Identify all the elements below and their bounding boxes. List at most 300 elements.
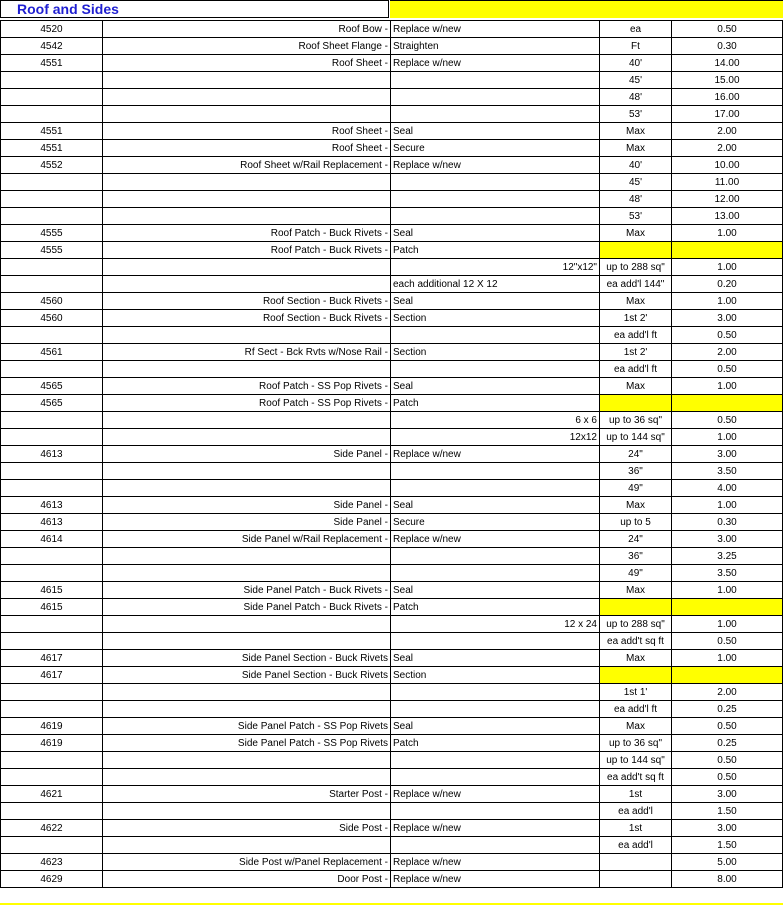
cell-hours[interactable]: 0.50: [672, 633, 783, 650]
cell-code[interactable]: [1, 548, 103, 565]
cell-description[interactable]: [103, 412, 391, 429]
cell-code[interactable]: [1, 752, 103, 769]
cell-unit[interactable]: 36": [600, 463, 672, 480]
cell-code[interactable]: [1, 463, 103, 480]
table-row: [1, 548, 783, 565]
cell-hours[interactable]: 1.00: [672, 616, 783, 633]
cell-action[interactable]: Straighten: [391, 38, 600, 55]
cell-unit[interactable]: 1st 1': [600, 684, 672, 701]
cell-unit[interactable]: ea add'l: [600, 837, 672, 854]
cell-unit[interactable]: 36": [600, 548, 672, 565]
cell-unit[interactable]: Max: [600, 650, 672, 667]
cell-hours[interactable]: 1.00: [672, 429, 783, 446]
cell-description[interactable]: Starter Post -: [103, 786, 391, 803]
cell-unit[interactable]: 45': [600, 72, 672, 89]
cell-unit[interactable]: 40': [600, 55, 672, 72]
cell-action[interactable]: Replace w/new: [391, 446, 600, 463]
cell-unit[interactable]: 53': [600, 208, 672, 225]
cell-unit[interactable]: up to 36 sq": [600, 412, 672, 429]
cell-code[interactable]: [1, 701, 103, 718]
cell-hours[interactable]: 12.00: [672, 191, 783, 208]
cell-code[interactable]: 4617: [1, 650, 103, 667]
cell-hours[interactable]: 5.00: [672, 854, 783, 871]
cell-description[interactable]: [103, 633, 391, 650]
cell-code[interactable]: 4561: [1, 344, 103, 361]
cell-action[interactable]: Replace w/new: [391, 21, 600, 38]
cell-description[interactable]: Roof Sheet -: [103, 123, 391, 140]
cell-code[interactable]: 4619: [1, 718, 103, 735]
cell-description[interactable]: [103, 72, 391, 89]
cell-action[interactable]: 6 x 6: [391, 412, 600, 429]
cell-code[interactable]: 4614: [1, 531, 103, 548]
cell-code[interactable]: 4551: [1, 123, 103, 140]
cell-hours[interactable]: 0.50: [672, 327, 783, 344]
cell-hours[interactable]: [672, 599, 783, 616]
cell-unit[interactable]: ea add'l ft: [600, 327, 672, 344]
cell-hours[interactable]: 11.00: [672, 174, 783, 191]
cell-description[interactable]: [103, 548, 391, 565]
cell-action[interactable]: 12"x12": [391, 259, 600, 276]
cell-action[interactable]: Section: [391, 344, 600, 361]
cell-description[interactable]: [103, 463, 391, 480]
cell-description[interactable]: Roof Sheet Flange -: [103, 38, 391, 55]
cell-hours[interactable]: 3.00: [672, 531, 783, 548]
cell-code[interactable]: [1, 89, 103, 106]
cell-unit[interactable]: 49": [600, 480, 672, 497]
cell-action[interactable]: [391, 327, 600, 344]
cell-hours[interactable]: 4.00: [672, 480, 783, 497]
table-row: [1, 242, 783, 259]
cell-unit[interactable]: Ft: [600, 38, 672, 55]
cell-action[interactable]: 12 x 24: [391, 616, 600, 633]
cell-unit[interactable]: ea add'l: [600, 803, 672, 820]
cell-description[interactable]: Side Panel w/Rail Replacement -: [103, 531, 391, 548]
table-row: [1, 752, 783, 769]
cell-unit[interactable]: ea add't sq ft: [600, 769, 672, 786]
cell-hours[interactable]: 3.00: [672, 310, 783, 327]
cell-unit[interactable]: Max: [600, 497, 672, 514]
cell-description[interactable]: [103, 89, 391, 106]
table-row: [1, 701, 783, 718]
cell-description[interactable]: [103, 106, 391, 123]
cell-description[interactable]: [103, 752, 391, 769]
cell-code[interactable]: [1, 429, 103, 446]
table-body: [1, 21, 783, 888]
cell-code[interactable]: 4615: [1, 599, 103, 616]
cell-description[interactable]: Roof Section - Buck Rivets -: [103, 310, 391, 327]
cell-unit[interactable]: Max: [600, 293, 672, 310]
table-row: [1, 854, 783, 871]
cell-code[interactable]: 4555: [1, 242, 103, 259]
table-row: [1, 191, 783, 208]
cell-hours[interactable]: 17.00: [672, 106, 783, 123]
table-row: [1, 89, 783, 106]
cell-code[interactable]: 4613: [1, 497, 103, 514]
cell-action[interactable]: [391, 463, 600, 480]
cell-unit[interactable]: [600, 395, 672, 412]
table-row: [1, 565, 783, 582]
cell-hours[interactable]: 1.50: [672, 837, 783, 854]
table-row: [1, 769, 783, 786]
cell-action[interactable]: Section: [391, 310, 600, 327]
cell-action[interactable]: Replace w/new: [391, 55, 600, 72]
cell-action[interactable]: Replace w/new: [391, 854, 600, 871]
cell-action[interactable]: [391, 174, 600, 191]
cell-action[interactable]: Section: [391, 667, 600, 684]
cell-code[interactable]: 4551: [1, 140, 103, 157]
cell-unit[interactable]: 48': [600, 191, 672, 208]
table-row: [1, 531, 783, 548]
table-row: [1, 667, 783, 684]
cell-action[interactable]: Seal: [391, 650, 600, 667]
cell-unit[interactable]: Max: [600, 225, 672, 242]
cell-action[interactable]: [391, 106, 600, 123]
cell-description[interactable]: Side Panel -: [103, 514, 391, 531]
cell-code[interactable]: [1, 412, 103, 429]
cell-description[interactable]: [103, 769, 391, 786]
cell-action[interactable]: [391, 684, 600, 701]
table-row: [1, 276, 783, 293]
table-row: [1, 650, 783, 667]
cell-unit[interactable]: up to 144 sq": [600, 752, 672, 769]
cell-hours[interactable]: 3.00: [672, 786, 783, 803]
cell-action[interactable]: [391, 837, 600, 854]
cell-unit[interactable]: Max: [600, 718, 672, 735]
cell-description[interactable]: Roof Patch - SS Pop Rivets -: [103, 378, 391, 395]
cell-unit[interactable]: 24": [600, 531, 672, 548]
cell-description[interactable]: [103, 361, 391, 378]
cell-action[interactable]: Seal: [391, 718, 600, 735]
cell-action[interactable]: Secure: [391, 514, 600, 531]
cell-hours[interactable]: 0.25: [672, 701, 783, 718]
cell-unit[interactable]: up to 288 sq": [600, 616, 672, 633]
cell-description[interactable]: [103, 191, 391, 208]
cell-hours[interactable]: 0.50: [672, 752, 783, 769]
cell-hours[interactable]: 14.00: [672, 55, 783, 72]
cell-hours[interactable]: [672, 395, 783, 412]
cell-action[interactable]: [391, 633, 600, 650]
cell-hours[interactable]: 10.00: [672, 157, 783, 174]
cell-action[interactable]: [391, 548, 600, 565]
cell-hours[interactable]: 1.00: [672, 293, 783, 310]
table-row: [1, 803, 783, 820]
cell-hours[interactable]: 2.00: [672, 140, 783, 157]
cell-hours[interactable]: 2.00: [672, 344, 783, 361]
cell-hours[interactable]: 13.00: [672, 208, 783, 225]
cell-action[interactable]: Seal: [391, 225, 600, 242]
cell-action[interactable]: [391, 803, 600, 820]
cell-hours[interactable]: 16.00: [672, 89, 783, 106]
cell-code[interactable]: [1, 72, 103, 89]
cell-hours[interactable]: 0.50: [672, 769, 783, 786]
table-row: [1, 684, 783, 701]
cell-code[interactable]: 4555: [1, 225, 103, 242]
table-row: [1, 378, 783, 395]
cell-description[interactable]: [103, 259, 391, 276]
cell-description[interactable]: Side Post w/Panel Replacement -: [103, 854, 391, 871]
cell-description[interactable]: Side Panel Section - Buck Rivets: [103, 667, 391, 684]
cell-unit[interactable]: [600, 599, 672, 616]
cell-hours[interactable]: 1.00: [672, 650, 783, 667]
cell-action[interactable]: [391, 752, 600, 769]
cell-code[interactable]: [1, 276, 103, 293]
cell-code[interactable]: [1, 361, 103, 378]
cell-description[interactable]: Roof Patch - Buck Rivets -: [103, 242, 391, 259]
cell-action[interactable]: [391, 361, 600, 378]
cell-unit[interactable]: up to 5: [600, 514, 672, 531]
cell-action[interactable]: Replace w/new: [391, 871, 600, 888]
cell-description[interactable]: [103, 616, 391, 633]
table-row: [1, 599, 783, 616]
cell-code[interactable]: [1, 327, 103, 344]
cell-code[interactable]: [1, 803, 103, 820]
cell-code[interactable]: 4551: [1, 55, 103, 72]
table-row: [1, 293, 783, 310]
cell-hours[interactable]: [672, 667, 783, 684]
cell-description[interactable]: [103, 174, 391, 191]
cell-code[interactable]: 4619: [1, 735, 103, 752]
cell-unit[interactable]: up to 144 sq": [600, 429, 672, 446]
table-row: [1, 123, 783, 140]
cell-hours[interactable]: 0.50: [672, 412, 783, 429]
cell-code[interactable]: 4565: [1, 378, 103, 395]
table-row: [1, 310, 783, 327]
cell-hours[interactable]: 1.50: [672, 803, 783, 820]
table-row: [1, 140, 783, 157]
cell-hours[interactable]: 0.50: [672, 361, 783, 378]
cell-code[interactable]: 4615: [1, 582, 103, 599]
cell-code[interactable]: [1, 259, 103, 276]
cell-unit[interactable]: 24": [600, 446, 672, 463]
cell-action[interactable]: [391, 701, 600, 718]
cell-description[interactable]: Roof Patch - SS Pop Rivets -: [103, 395, 391, 412]
table-row: [1, 327, 783, 344]
cell-hours[interactable]: 0.30: [672, 38, 783, 55]
cell-action[interactable]: Patch: [391, 395, 600, 412]
cell-action[interactable]: Replace w/new: [391, 531, 600, 548]
cell-description[interactable]: Roof Sheet -: [103, 55, 391, 72]
cell-description[interactable]: [103, 803, 391, 820]
cell-action[interactable]: Replace w/new: [391, 820, 600, 837]
cell-code[interactable]: 4613: [1, 514, 103, 531]
table-row: [1, 72, 783, 89]
cell-unit[interactable]: Max: [600, 378, 672, 395]
cell-code[interactable]: [1, 480, 103, 497]
cell-code[interactable]: [1, 769, 103, 786]
table-row: [1, 174, 783, 191]
cell-hours[interactable]: 8.00: [672, 871, 783, 888]
cell-code[interactable]: [1, 565, 103, 582]
cell-unit[interactable]: ea add'l ft: [600, 701, 672, 718]
table-row: [1, 106, 783, 123]
cell-description[interactable]: Roof Patch - Buck Rivets -: [103, 225, 391, 242]
table-row: [1, 361, 783, 378]
cell-code[interactable]: [1, 106, 103, 123]
cell-description[interactable]: [103, 327, 391, 344]
table-row: [1, 718, 783, 735]
cell-action[interactable]: Patch: [391, 599, 600, 616]
sheet-header: [0, 0, 783, 19]
cell-description[interactable]: Roof Bow -: [103, 21, 391, 38]
cell-description[interactable]: Side Panel Patch - SS Pop Rivets: [103, 735, 391, 752]
cell-hours[interactable]: 0.50: [672, 718, 783, 735]
cell-code[interactable]: 4623: [1, 854, 103, 871]
cell-code[interactable]: 4560: [1, 293, 103, 310]
cell-code[interactable]: [1, 616, 103, 633]
cell-unit[interactable]: Max: [600, 140, 672, 157]
cell-description[interactable]: Roof Sheet -: [103, 140, 391, 157]
table-row: [1, 871, 783, 888]
table-row: [1, 38, 783, 55]
cell-description[interactable]: Rf Sect - Bck Rvts w/Nose Rail -: [103, 344, 391, 361]
cell-description[interactable]: [103, 701, 391, 718]
cell-hours[interactable]: 2.00: [672, 123, 783, 140]
cell-hours[interactable]: 0.20: [672, 276, 783, 293]
cell-hours[interactable]: 0.30: [672, 514, 783, 531]
table-row: [1, 497, 783, 514]
cell-hours[interactable]: 1.00: [672, 582, 783, 599]
cell-code[interactable]: [1, 837, 103, 854]
table-row: [1, 208, 783, 225]
cell-hours[interactable]: 1.00: [672, 497, 783, 514]
cell-code[interactable]: [1, 684, 103, 701]
cell-code[interactable]: [1, 174, 103, 191]
cell-unit[interactable]: [600, 667, 672, 684]
cell-unit[interactable]: up to 288 sq": [600, 259, 672, 276]
cell-description[interactable]: [103, 208, 391, 225]
cell-action[interactable]: [391, 191, 600, 208]
cell-code[interactable]: [1, 208, 103, 225]
cell-unit[interactable]: [600, 854, 672, 871]
cell-description[interactable]: Side Panel Patch - Buck Rivets -: [103, 599, 391, 616]
cell-description[interactable]: Side Panel Patch - SS Pop Rivets: [103, 718, 391, 735]
cell-unit[interactable]: 45': [600, 174, 672, 191]
cell-unit[interactable]: ea add't sq ft: [600, 633, 672, 650]
cell-action[interactable]: Replace w/new: [391, 157, 600, 174]
cell-code[interactable]: 4629: [1, 871, 103, 888]
cell-action[interactable]: [391, 565, 600, 582]
cell-hours[interactable]: 2.00: [672, 684, 783, 701]
cell-unit[interactable]: 49": [600, 565, 672, 582]
cell-action[interactable]: [391, 480, 600, 497]
cell-unit[interactable]: Max: [600, 123, 672, 140]
cell-unit[interactable]: 53': [600, 106, 672, 123]
cell-hours[interactable]: 3.25: [672, 548, 783, 565]
cell-unit[interactable]: 1st 2': [600, 310, 672, 327]
header-highlight-cell[interactable]: [390, 0, 783, 18]
cell-action[interactable]: Patch: [391, 735, 600, 752]
cell-code[interactable]: 4613: [1, 446, 103, 463]
cell-unit[interactable]: 1st: [600, 786, 672, 803]
cell-description[interactable]: Roof Sheet w/Rail Replacement -: [103, 157, 391, 174]
cell-code[interactable]: 4520: [1, 21, 103, 38]
table-row: [1, 157, 783, 174]
cell-action[interactable]: Seal: [391, 582, 600, 599]
cell-unit[interactable]: 48': [600, 89, 672, 106]
cell-hours[interactable]: 1.00: [672, 225, 783, 242]
cell-description[interactable]: Side Panel -: [103, 497, 391, 514]
cell-description[interactable]: Side Panel Section - Buck Rivets: [103, 650, 391, 667]
cell-action[interactable]: [391, 769, 600, 786]
cell-action[interactable]: [391, 72, 600, 89]
cell-code[interactable]: 4622: [1, 820, 103, 837]
cell-action[interactable]: 12x12: [391, 429, 600, 446]
table-row: [1, 837, 783, 854]
cell-hours[interactable]: 0.50: [672, 21, 783, 38]
cell-hours[interactable]: 3.00: [672, 446, 783, 463]
cell-action[interactable]: Seal: [391, 123, 600, 140]
cell-description[interactable]: [103, 276, 391, 293]
table-row: [1, 786, 783, 803]
cell-action[interactable]: Patch: [391, 242, 600, 259]
cell-unit[interactable]: ea add'l ft: [600, 361, 672, 378]
table-row: [1, 616, 783, 633]
cell-description[interactable]: [103, 480, 391, 497]
cell-description[interactable]: Side Panel Patch - Buck Rivets -: [103, 582, 391, 599]
cell-description[interactable]: Roof Section - Buck Rivets -: [103, 293, 391, 310]
cell-description[interactable]: [103, 429, 391, 446]
cell-hours[interactable]: 3.00: [672, 820, 783, 837]
cell-description[interactable]: [103, 565, 391, 582]
cell-hours[interactable]: 1.00: [672, 378, 783, 395]
cell-action[interactable]: Seal: [391, 497, 600, 514]
cell-hours[interactable]: 3.50: [672, 565, 783, 582]
cell-hours[interactable]: 1.00: [672, 259, 783, 276]
cell-code[interactable]: 4552: [1, 157, 103, 174]
cell-unit[interactable]: [600, 242, 672, 259]
cell-hours[interactable]: 15.00: [672, 72, 783, 89]
table-row: [1, 55, 783, 72]
cell-code[interactable]: [1, 633, 103, 650]
cell-action[interactable]: [391, 208, 600, 225]
cell-action[interactable]: Seal: [391, 378, 600, 395]
table-row: [1, 582, 783, 599]
cell-unit[interactable]: 1st: [600, 820, 672, 837]
cell-action[interactable]: Replace w/new: [391, 786, 600, 803]
cell-unit[interactable]: up to 36 sq": [600, 735, 672, 752]
cell-hours[interactable]: [672, 242, 783, 259]
cell-code[interactable]: [1, 191, 103, 208]
cell-description[interactable]: Door Post -: [103, 871, 391, 888]
cell-action[interactable]: [391, 89, 600, 106]
cell-unit[interactable]: ea add'l 144": [600, 276, 672, 293]
sheet-title[interactable]: Roof and Sides: [0, 0, 389, 18]
cell-description[interactable]: Side Post -: [103, 820, 391, 837]
cell-unit[interactable]: [600, 871, 672, 888]
cell-unit[interactable]: 40': [600, 157, 672, 174]
cell-description[interactable]: Side Panel -: [103, 446, 391, 463]
table-row: [1, 344, 783, 361]
cell-description[interactable]: [103, 837, 391, 854]
cell-code[interactable]: 4560: [1, 310, 103, 327]
cell-code[interactable]: 4565: [1, 395, 103, 412]
cell-action[interactable]: each additional 12 X 12: [391, 276, 600, 293]
table-row: [1, 395, 783, 412]
table-row: [1, 480, 783, 497]
cell-action[interactable]: Secure: [391, 140, 600, 157]
cell-hours[interactable]: 0.25: [672, 735, 783, 752]
cell-code[interactable]: 4621: [1, 786, 103, 803]
cell-action[interactable]: Seal: [391, 293, 600, 310]
cell-hours[interactable]: 3.50: [672, 463, 783, 480]
cell-unit[interactable]: 1st 2': [600, 344, 672, 361]
cell-code[interactable]: 4542: [1, 38, 103, 55]
cell-unit[interactable]: ea: [600, 21, 672, 38]
cell-unit[interactable]: Max: [600, 582, 672, 599]
cell-description[interactable]: [103, 684, 391, 701]
table-row: [1, 21, 783, 38]
cell-code[interactable]: 4617: [1, 667, 103, 684]
